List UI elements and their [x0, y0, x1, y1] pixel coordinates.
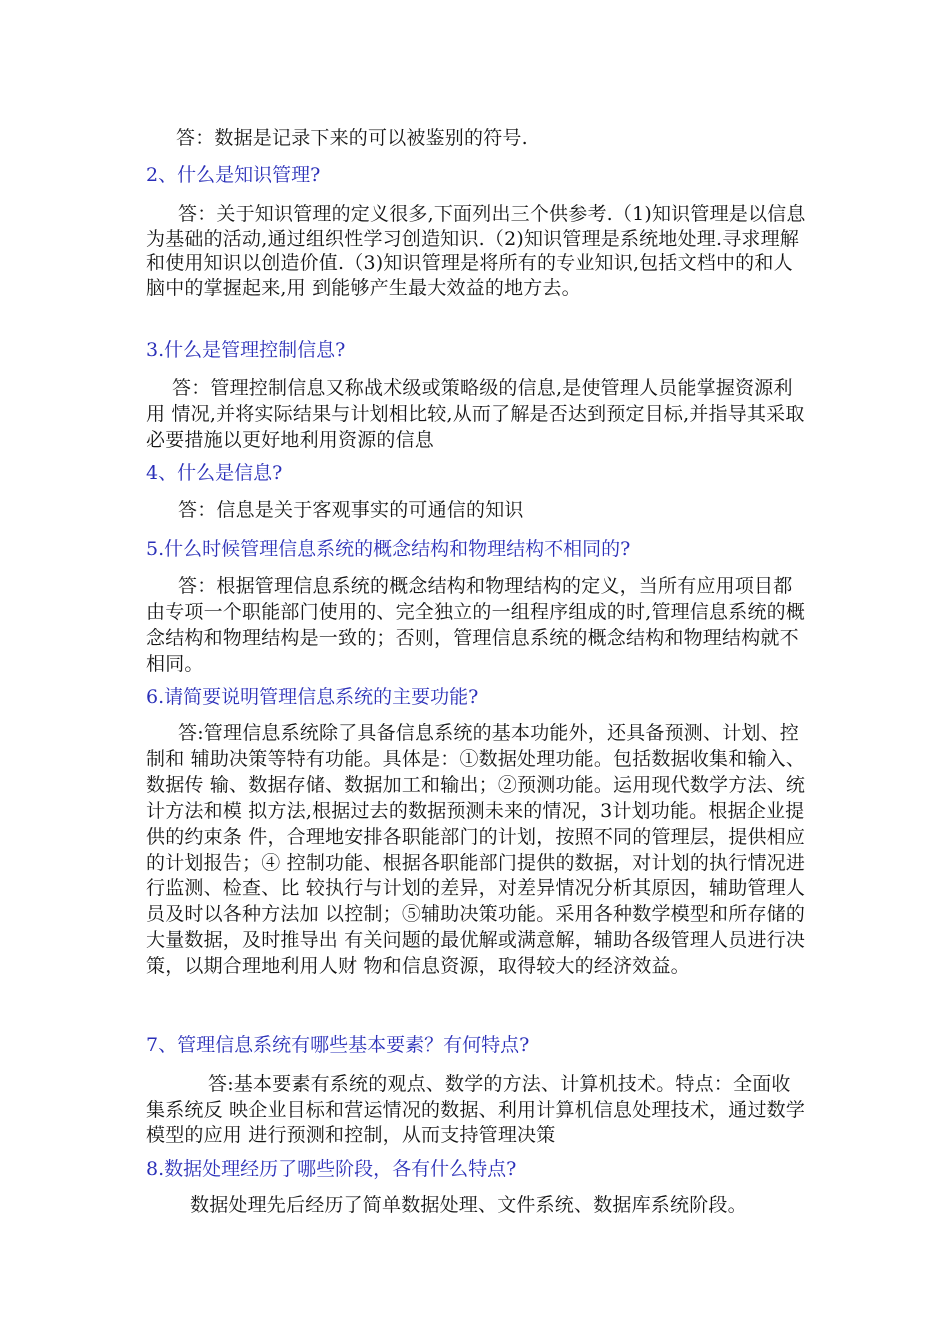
- question-2: 2、什么是知识管理?: [146, 164, 321, 186]
- question-7: 7、管理信息系统有哪些基本要素？有何特点?: [146, 1034, 530, 1056]
- answer-8: 数据处理先后经历了简单数据处理、文件系统、数据库系统阶段。: [190, 1194, 747, 1216]
- answer-5: 答：根据管理信息系统的概念结构和物理结构的定义，当所有应用项目都由专项一个职能部门使用的、完全独立的一组程序组成的时,管理信息系统的概念结构和物理结构是一致的；否则，管理信息系统的概念结构和物理结构就不相同。: [146, 575, 806, 675]
- answer-3: 答：管理控制信息又称战术级或策略级的信息,是使管理人员能掌握资源利用 情况,并将实际结果与计划相比较,从而了解是否达到预定目标,并指导其采取 必要措施以更好地利用资源的信息: [146, 377, 805, 451]
- answer-4: 答：信息是关于客观事实的可通信的知识: [178, 499, 524, 521]
- answer-1: 答：数据是记录下来的可以被鉴别的符号.: [176, 127, 528, 149]
- answer-7: 答:基本要素有系统的观点、数学的方法、计算机技术。特点：全面收集系统反 映企业目标和营运情况的数据、利用计算机信息处理技术，通过数学模型的应用 进行预测和控制，从而支持管理决策: [146, 1073, 806, 1146]
- answer-2: 答：关于知识管理的定义很多,下面列出三个供参考.（1)知识管理是以信息为基础的活动,通过组织性学习创造知识.（2)知识管理是系统地处理.寻求理解和使用知识以创造价值.（3)知识管理是将所有的专业知识,包括文档中的和人脑中的掌握起来,用 到能够产生最大效益的地方去。: [146, 203, 806, 299]
- question-3: 3.什么是管理控制信息?: [146, 339, 346, 361]
- question-8: 8.数据处理经历了哪些阶段，各有什么特点?: [146, 1158, 517, 1180]
- question-6: 6.请简要说明管理信息系统的主要功能?: [146, 686, 479, 708]
- answer-6: 答:管理信息系统除了具备信息系统的基本功能外，还具备预测、计划、控制和 辅助决策等特有功能。具体是：①数据处理功能。包括数据收集和输入、数据传 输、数据存储、数据加工和输出；②预测功能。运用现代数学方法、统计方法和模 拟方法,根据过去的数据预测未来的情况，3计划功能。根据企业提供的约束条 件，合理地安排各职能部门的计划，按照不同的管理层，提供相应的计划报告；④ 控制功能、根据各职能部门提供的数据，对计划的执行情况进行监测、检查、比 较执行与计划的差异，对差异情况分析其原因，辅助管理人员及时以各种方法加 以控制；⑤辅助决策功能。采用各种数学模型和所存储的大量数据，及时推导出 有关问题的最优解或满意解，辅助各级管理人员进行决策，以期合理地利用人财 物和信息资源，取得较大的经济效益。: [146, 722, 806, 978]
- question-4: 4、什么是信息?: [146, 462, 283, 484]
- question-5: 5.什么时候管理信息系统的概念结构和物理结构不相同的?: [146, 538, 631, 560]
